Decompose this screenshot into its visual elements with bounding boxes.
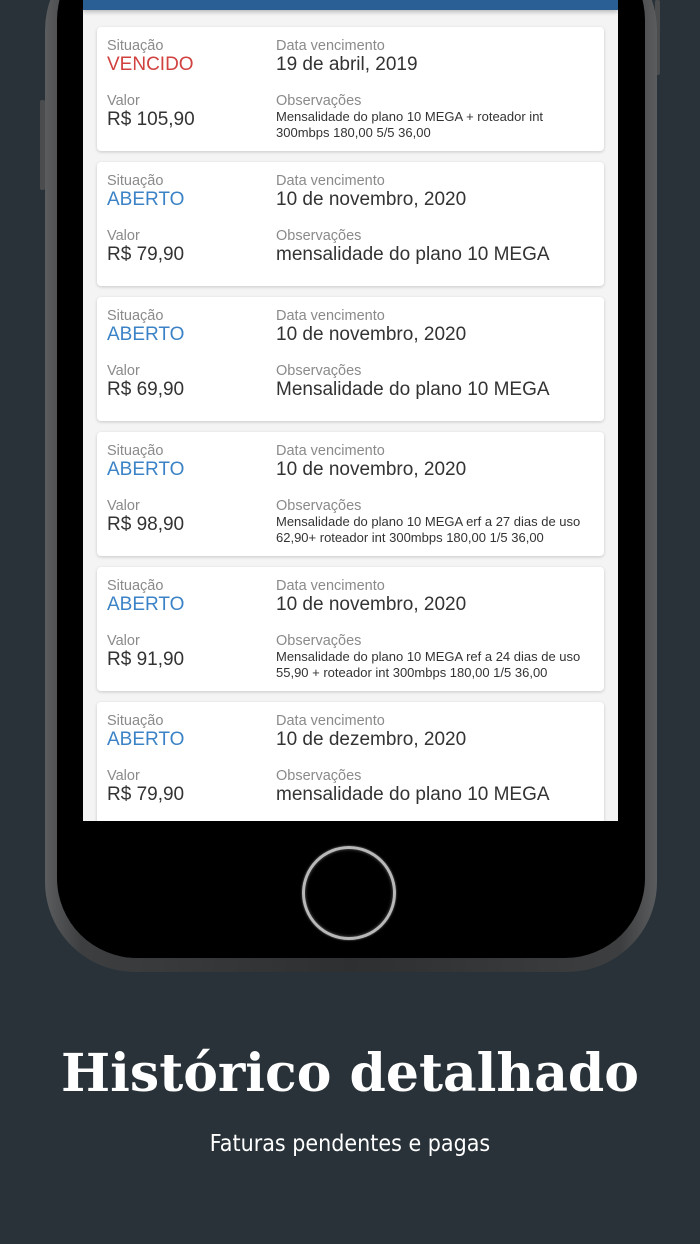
due-date-label: Data vencimento [276,308,385,324]
notes-value: Mensalidade do plano 10 MEGA + roteador int 300mbps 180,00 5/5 36,00 [276,109,544,140]
amount-value: R$ 98,90 [107,514,185,535]
status-label: Situação [107,38,164,54]
due-date-label: Data vencimento [276,443,385,459]
notes-label: Observações [276,93,362,109]
status-label: Situação [107,578,164,594]
status-label: Situação [107,713,164,729]
notes-value: Mensalidade do plano 10 MEGA ref a 24 dias de uso 55,90 + roteador int 300mbps 180,00 1/5 36,00 [276,649,581,680]
status-badge: ABERTO [107,459,185,480]
invoice-card[interactable] [97,567,604,691]
invoice-card[interactable] [97,162,604,286]
value-label: Valor [107,633,140,649]
amount-value: R$ 91,90 [107,649,185,670]
status-label: Situação [107,308,164,324]
app-header [83,0,618,10]
due-date-value: 10 de dezembro, 2020 [276,729,467,750]
status-badge: ABERTO [107,324,185,345]
notes-value: mensalidade do plano 10 MEGA [276,244,550,265]
due-date-value: 10 de novembro, 2020 [276,594,467,615]
home-button[interactable] [302,846,396,940]
notes-value: Mensalidade do plano 10 MEGA [276,379,550,400]
value-label: Valor [107,768,140,784]
status-badge: ABERTO [107,594,185,615]
due-date-value: 10 de novembro, 2020 [276,189,467,210]
invoice-card[interactable] [97,702,604,821]
value-label: Valor [107,93,140,109]
invoice-card[interactable] [97,297,604,421]
amount-value: R$ 105,90 [107,109,195,130]
status-label: Situação [107,443,164,459]
status-badge: VENCIDO [107,54,194,75]
due-date-label: Data vencimento [276,38,385,54]
notes-label: Observações [276,363,362,379]
notes-label: Observações [276,228,362,244]
invoice-card[interactable] [97,432,604,556]
amount-value: R$ 69,90 [107,379,185,400]
app-screen [83,0,618,821]
due-date-value: 10 de novembro, 2020 [276,459,467,480]
notes-value: mensalidade do plano 10 MEGA [276,784,550,805]
promo-subtitle: Faturas pendentes e pagas [209,1131,491,1157]
notes-value: Mensalidade do plano 10 MEGA erf a 27 dias de uso 62,90+ roteador int 300mbps 180,00 1/5 36,00 [276,514,581,545]
amount-value: R$ 79,90 [107,244,185,265]
due-date-label: Data vencimento [276,713,385,729]
invoice-card[interactable] [97,27,604,151]
value-label: Valor [107,228,140,244]
notes-label: Observações [276,633,362,649]
notes-label: Observações [276,498,362,514]
promo-title: Histórico detalhado [61,1043,639,1104]
due-date-value: 10 de novembro, 2020 [276,324,467,345]
due-date-label: Data vencimento [276,578,385,594]
due-date-value: 19 de abril, 2019 [276,54,418,75]
status-badge: ABERTO [107,729,185,750]
due-date-label: Data vencimento [276,173,385,189]
notes-label: Observações [276,768,362,784]
value-label: Valor [107,498,140,514]
status-badge: ABERTO [107,189,185,210]
amount-value: R$ 79,90 [107,784,185,805]
value-label: Valor [107,363,140,379]
status-label: Situação [107,173,164,189]
